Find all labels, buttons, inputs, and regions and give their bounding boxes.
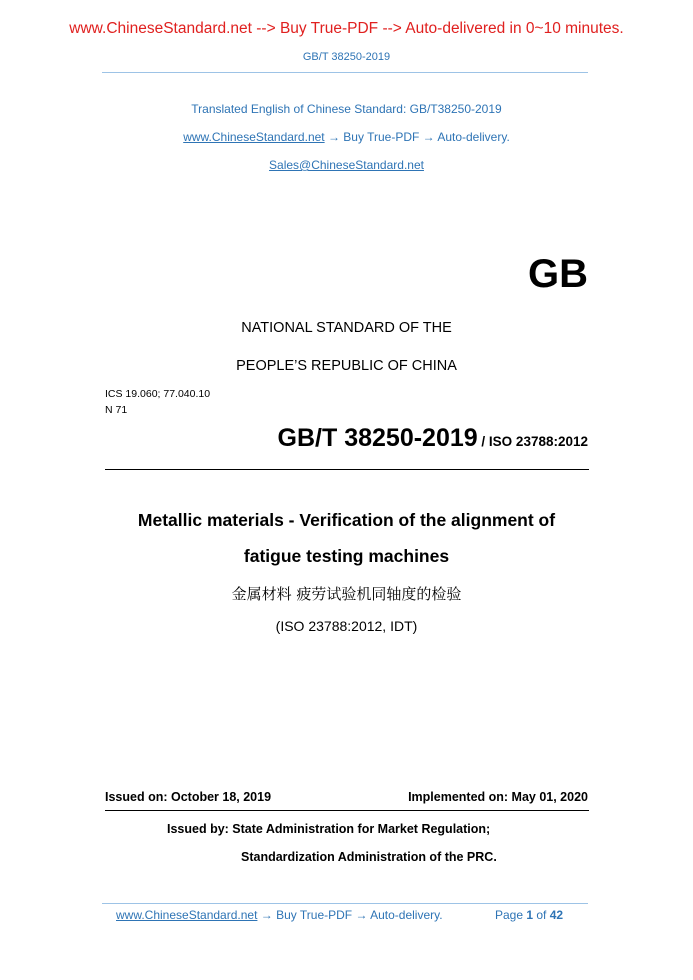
title-rule (105, 469, 589, 470)
title-chinese: 金属材料 疲劳试验机同轴度的检验 (231, 585, 462, 603)
title-line1: Metallic materials - Verification of the alignment of (137, 510, 556, 530)
issued-by-line1: Issued by: State Administration for Market Regulation; (167, 822, 491, 836)
footer-divider (102, 903, 588, 904)
footer-site-link[interactable]: www.ChineseStandard.net (116, 908, 258, 922)
dates-rule (105, 810, 589, 811)
standard-number-main: GB/T 38250-2019 (277, 424, 478, 452)
issued-on: Issued on: October 18, 2019 (105, 790, 272, 804)
header-divider (102, 72, 588, 73)
purchase-line (0, 130, 693, 144)
gb-mark: GB (528, 252, 588, 296)
site-link[interactable]: www.ChineseStandard.net (183, 130, 325, 144)
page-total: 42 (549, 908, 564, 922)
iso-idt: (ISO 23788:2012, IDT) (275, 618, 418, 634)
standard-number (278, 424, 588, 453)
translation-notice: Translated English of Chinese Standard: GB/T38250-2019 (191, 102, 502, 116)
footer-purchase-text: → Buy True-PDF → Auto-delivery. (257, 908, 443, 922)
purchase-text: → Buy True-PDF → Auto-delivery. (324, 130, 510, 144)
header-standard-code: GB/T 38250-2019 (302, 51, 391, 63)
email-line (0, 158, 693, 172)
ics-code: ICS 19.060; 77.040.10 (105, 388, 211, 400)
of-label: of (533, 908, 550, 922)
top-banner[interactable]: www.ChineseStandard.net --> Buy True-PDF --> Auto-delivered in 0~10 minutes. (69, 20, 624, 37)
national-standard-line1: NATIONAL STANDARD OF THE (241, 320, 452, 336)
national-standard-line2: PEOPLE’S REPUBLIC OF CHINA (236, 358, 457, 374)
sales-email-link[interactable]: Sales@ChineseStandard.net (269, 158, 424, 172)
issued-by-line2: Standardization Administration of the PRC. (241, 850, 497, 864)
page-counter (495, 908, 563, 922)
implemented-on: Implemented on: May 01, 2020 (408, 790, 588, 804)
page-number: 1 (526, 908, 534, 922)
footer-purchase (116, 908, 443, 922)
classification-code: N 71 (105, 404, 128, 416)
title-line2: fatigue testing machines (243, 546, 450, 566)
page-label: Page (495, 908, 527, 922)
iso-equivalent: / ISO 23788:2012 (477, 434, 588, 449)
